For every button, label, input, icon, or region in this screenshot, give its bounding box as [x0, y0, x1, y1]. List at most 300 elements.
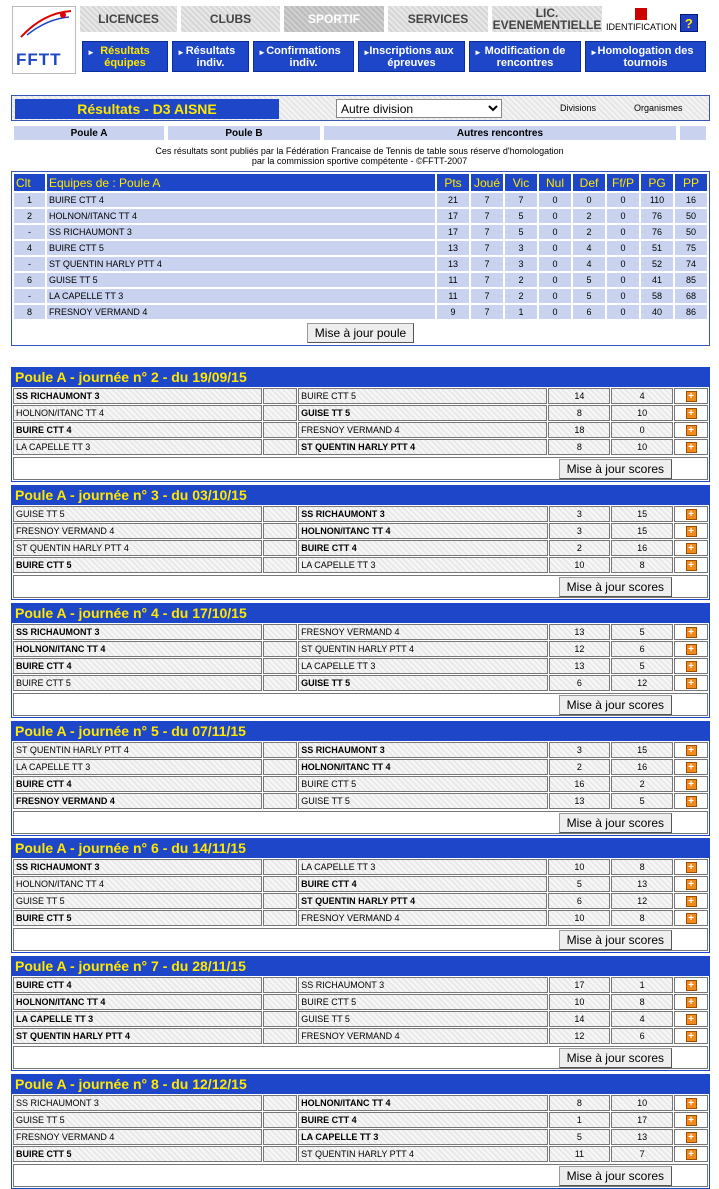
standings-cell: 0	[539, 241, 571, 255]
match-row	[13, 1011, 708, 1027]
away-score: 6	[611, 1028, 673, 1044]
identification[interactable]	[606, 6, 698, 32]
col-joue: Joué	[471, 174, 503, 191]
col-pp: PP	[675, 174, 707, 191]
match-row	[13, 776, 708, 792]
plus-icon[interactable]: +	[686, 796, 697, 807]
division-bar	[11, 95, 710, 121]
standings-cell: 1	[505, 305, 537, 319]
away-team: BUIRE CTT 4	[298, 540, 547, 556]
plus-icon[interactable]: +	[686, 644, 697, 655]
match-row	[13, 641, 708, 657]
match-details-cell	[674, 1129, 708, 1145]
away-team: FRESNOY VERMAND 4	[298, 422, 547, 438]
col-def: Def	[573, 174, 605, 191]
standings-cell: 7	[471, 209, 503, 223]
notice-line-2: par la commission sportive compétente - ©FFTT-2007	[251, 156, 468, 166]
standings-row	[14, 225, 707, 239]
match-details-cell	[674, 793, 708, 809]
away-score: 8	[611, 859, 673, 875]
standings-cell: 11	[437, 273, 469, 287]
tab-licences[interactable]: LICENCES	[80, 6, 177, 32]
plus-icon[interactable]: +	[686, 1132, 697, 1143]
away-score: 15	[611, 742, 673, 758]
match-details-cell	[674, 675, 708, 691]
update-poule-button[interactable]: Mise à jour poule	[307, 323, 414, 343]
standings-cell: 0	[539, 289, 571, 303]
away-team: HOLNON/ITANC TT 4	[298, 759, 547, 775]
spacer-cell	[263, 624, 297, 640]
away-score: 7	[611, 1146, 673, 1162]
plus-icon[interactable]: +	[686, 661, 697, 672]
match-row	[13, 540, 708, 556]
match-row	[13, 422, 708, 438]
spacer-cell	[263, 994, 297, 1010]
journee-footer	[13, 575, 708, 598]
team-name: GUISE TT 5	[47, 273, 435, 287]
plus-icon[interactable]: +	[686, 509, 697, 520]
plus-icon[interactable]: +	[686, 627, 697, 638]
standings-cell: 75	[675, 241, 707, 255]
team-name: BUIRE CTT 4	[47, 193, 435, 207]
plus-icon[interactable]: +	[686, 442, 697, 453]
update-scores-button[interactable]: Mise à jour scores	[559, 930, 672, 950]
journee-title: Poule A - journée n° 3 - du 03/10/15	[12, 486, 709, 505]
match-row	[13, 506, 708, 522]
match-row	[13, 1129, 708, 1145]
home-score: 17	[549, 977, 611, 993]
plus-icon[interactable]: +	[686, 762, 697, 773]
match-details-cell	[674, 876, 708, 892]
standings-cell: 16	[675, 193, 707, 207]
team-name: SS RICHAUMONT 3	[47, 225, 435, 239]
team-name: FRESNOY VERMAND 4	[47, 305, 435, 319]
standings-cell: 5	[505, 225, 537, 239]
away-score: 13	[611, 876, 673, 892]
journee-title: Poule A - journée n° 2 - du 19/09/15	[12, 368, 709, 387]
tab-autres-rencontres[interactable]: Autres rencontres	[324, 126, 676, 140]
update-scores-button[interactable]: Mise à jour scores	[559, 813, 672, 833]
match-row	[13, 876, 708, 892]
standings-cell: 0	[539, 273, 571, 287]
subtab-inscriptions[interactable]: ► Inscriptions aux épreuves	[358, 41, 465, 72]
help-icon[interactable]: ?	[680, 14, 698, 32]
standings-cell: 4	[573, 241, 605, 255]
away-team: GUISE TT 5	[298, 405, 547, 421]
match-row	[13, 624, 708, 640]
standings-cell: 86	[675, 305, 707, 319]
plus-icon[interactable]: +	[686, 980, 697, 991]
plus-icon[interactable]: +	[686, 1031, 697, 1042]
away-score: 5	[611, 658, 673, 674]
identification-label: IDENTIFICATION	[606, 22, 677, 32]
home-team: BUIRE CTT 4	[13, 422, 262, 438]
arrow-right-icon: ►	[590, 48, 598, 57]
journee-block	[11, 838, 710, 953]
tab-sportif[interactable]: SPORTIF	[284, 6, 384, 32]
away-team: LA CAPELLE TT 3	[298, 658, 547, 674]
away-team: HOLNON/ITANC TT 4	[298, 1095, 547, 1111]
away-score: 12	[611, 675, 673, 691]
standings-cell: 50	[675, 225, 707, 239]
home-team: GUISE TT 5	[13, 893, 262, 909]
spacer-cell	[263, 859, 297, 875]
plus-icon[interactable]: +	[686, 1014, 697, 1025]
spacer-cell	[263, 557, 297, 573]
spacer-cell	[263, 641, 297, 657]
away-score: 2	[611, 776, 673, 792]
team-name: HOLNON/ITANC TT 4	[47, 209, 435, 223]
standings-cell: 0	[573, 193, 605, 207]
home-team: BUIRE CTT 5	[13, 1146, 262, 1162]
tab-spacer	[680, 126, 706, 140]
journee-footer	[13, 1164, 708, 1187]
standings-cell: 4	[573, 257, 605, 271]
fftt-logo[interactable]	[12, 6, 76, 74]
home-team: FRESNOY VERMAND 4	[13, 523, 262, 539]
plus-icon[interactable]: +	[686, 408, 697, 419]
plus-icon[interactable]: +	[686, 745, 697, 756]
match-details-cell	[674, 523, 708, 539]
away-score: 15	[611, 523, 673, 539]
away-team: BUIRE CTT 5	[298, 776, 547, 792]
match-details-cell	[674, 977, 708, 993]
match-details-cell	[674, 658, 708, 674]
home-score: 5	[548, 876, 610, 892]
standings-row	[14, 289, 707, 303]
spacer-cell	[263, 540, 297, 556]
tab-lic-evenementielle[interactable]: LIC. EVENEMENTIELLE	[492, 6, 602, 32]
journee-block	[11, 721, 710, 836]
away-team: BUIRE CTT 5	[298, 388, 547, 404]
home-score: 10	[549, 557, 611, 573]
away-score: 5	[611, 793, 673, 809]
away-score: 5	[611, 624, 673, 640]
subtab-confirmations-indiv[interactable]: ► Confirmations indiv.	[253, 41, 354, 72]
plus-icon[interactable]: +	[686, 678, 697, 689]
standings-cell: 5	[573, 273, 605, 287]
tab-clubs[interactable]: CLUBS	[181, 6, 280, 32]
journee-block	[11, 367, 710, 482]
home-team: FRESNOY VERMAND 4	[13, 1129, 262, 1145]
col-clt: Clt	[14, 174, 45, 191]
journee-block	[11, 485, 710, 600]
match-details-cell	[674, 776, 708, 792]
update-scores-button[interactable]: Mise à jour scores	[559, 1166, 672, 1186]
spacer-cell	[263, 742, 297, 758]
home-team: SS RICHAUMONT 3	[13, 859, 262, 875]
tab-poule-a[interactable]: Poule A	[14, 126, 164, 140]
standings-row	[14, 193, 707, 207]
standings-cell: 0	[607, 225, 639, 239]
standings-header-row	[14, 174, 707, 191]
subtab-modification-rencontres[interactable]: ► Modification de rencontres	[469, 41, 581, 72]
standings-cell: 0	[607, 257, 639, 271]
spacer-cell	[263, 388, 297, 404]
update-scores-button[interactable]: Mise à jour scores	[559, 459, 672, 479]
journee-title: Poule A - journée n° 5 - du 07/11/15	[12, 722, 709, 741]
link-divisions[interactable]: Divisions	[560, 103, 597, 113]
match-row	[13, 675, 708, 691]
standings-cell: 52	[641, 257, 673, 271]
standings-cell: 3	[505, 257, 537, 271]
col-pts: Pts	[437, 174, 469, 191]
home-team: BUIRE CTT 5	[13, 557, 262, 573]
match-details-cell	[674, 439, 708, 455]
subtab-homologation-tournois[interactable]: ► Homologation des tournois	[585, 41, 706, 72]
standings-cell: 17	[437, 225, 469, 239]
standings-cell: 0	[607, 241, 639, 255]
plus-icon[interactable]: +	[686, 862, 697, 873]
plus-icon[interactable]: +	[686, 879, 697, 890]
match-details-cell	[674, 742, 708, 758]
update-scores-button[interactable]: Mise à jour scores	[559, 695, 672, 715]
away-team: ST QUENTIN HARLY PTT 4	[298, 893, 547, 909]
match-row	[13, 859, 708, 875]
standings-cell: 85	[675, 273, 707, 287]
plus-icon[interactable]: +	[686, 896, 697, 907]
link-organismes[interactable]: Organismes	[634, 103, 683, 113]
division-select[interactable]	[336, 99, 502, 118]
standings-cell: 7	[471, 273, 503, 287]
plus-icon[interactable]: +	[686, 391, 697, 402]
spacer-cell	[263, 977, 297, 993]
standings-cell: -	[14, 289, 45, 303]
standings-cell: 76	[641, 225, 673, 239]
away-team: HOLNON/ITANC TT 4	[298, 523, 547, 539]
match-row	[13, 439, 708, 455]
home-score: 1	[549, 1112, 611, 1128]
standings-cell: 6	[573, 305, 605, 319]
plus-icon[interactable]: +	[686, 1149, 697, 1160]
away-score: 10	[611, 439, 673, 455]
match-details-cell	[674, 893, 708, 909]
standings-cell: 0	[607, 209, 639, 223]
standings-cell: 0	[607, 289, 639, 303]
match-row	[13, 977, 708, 993]
match-row	[13, 405, 708, 421]
standings-row	[14, 273, 707, 287]
match-row	[13, 388, 708, 404]
plus-icon[interactable]: +	[686, 779, 697, 790]
subtab-resultats-indiv[interactable]: ► Résultats indiv.	[172, 41, 249, 72]
spacer-cell	[263, 876, 297, 892]
standings-cell: 5	[505, 209, 537, 223]
standings-cell: 3	[505, 241, 537, 255]
tab-services[interactable]: SERVICES	[388, 6, 488, 32]
team-name: LA CAPELLE TT 3	[47, 289, 435, 303]
match-row	[13, 1146, 708, 1162]
home-score: 12	[549, 641, 611, 657]
home-team: ST QUENTIN HARLY PTT 4	[13, 1028, 262, 1044]
standings-cell: 58	[641, 289, 673, 303]
spacer-cell	[263, 1146, 297, 1162]
home-team: BUIRE CTT 4	[13, 658, 262, 674]
journee-block	[11, 603, 710, 718]
away-score: 17	[611, 1112, 673, 1128]
standings-cell: 9	[437, 305, 469, 319]
plus-icon[interactable]: +	[686, 1115, 697, 1126]
col-vic: Vic	[505, 174, 537, 191]
standings-cell: 110	[641, 193, 673, 207]
away-team: BUIRE CTT 4	[298, 1112, 547, 1128]
standings-cell: 4	[14, 241, 45, 255]
away-score: 8	[611, 910, 673, 926]
away-team: FRESNOY VERMAND 4	[298, 624, 547, 640]
spacer-cell	[263, 422, 297, 438]
home-team: SS RICHAUMONT 3	[13, 624, 262, 640]
home-score: 8	[548, 439, 610, 455]
away-team: GUISE TT 5	[298, 675, 547, 691]
spacer-cell	[263, 405, 297, 421]
standings-cell: 8	[14, 305, 45, 319]
standings-cell: 5	[573, 289, 605, 303]
away-score: 15	[611, 506, 673, 522]
away-team: BUIRE CTT 5	[298, 994, 547, 1010]
home-score: 18	[548, 422, 610, 438]
away-score: 10	[611, 1095, 673, 1111]
match-details-cell	[674, 994, 708, 1010]
journee-footer	[13, 928, 708, 951]
standings-row	[14, 257, 707, 271]
away-team: FRESNOY VERMAND 4	[298, 910, 547, 926]
match-row	[13, 1112, 708, 1128]
home-score: 6	[548, 893, 610, 909]
standings-cell: 2	[14, 209, 45, 223]
tab-poule-b[interactable]: Poule B	[168, 126, 320, 140]
update-scores-button[interactable]: Mise à jour scores	[559, 577, 672, 597]
journee-block	[11, 956, 710, 1071]
standings-cell: 0	[539, 209, 571, 223]
plus-icon[interactable]: +	[686, 543, 697, 554]
home-team: HOLNON/ITANC TT 4	[13, 994, 262, 1010]
away-score: 4	[611, 388, 673, 404]
match-details-cell	[674, 759, 708, 775]
home-team: HOLNON/ITANC TT 4	[13, 641, 262, 657]
spacer-cell	[263, 910, 297, 926]
fftt-logo-graphic	[13, 7, 75, 73]
match-details-cell	[674, 540, 708, 556]
plus-icon[interactable]: +	[686, 997, 697, 1008]
home-team: FRESNOY VERMAND 4	[13, 793, 262, 809]
standings-cell: 51	[641, 241, 673, 255]
away-team: ST QUENTIN HARLY PTT 4	[298, 439, 547, 455]
top-navigation	[80, 6, 710, 34]
login-icon	[635, 8, 647, 20]
home-team: BUIRE CTT 5	[13, 675, 262, 691]
match-row	[13, 759, 708, 775]
home-score: 8	[549, 1095, 611, 1111]
home-score: 3	[549, 742, 611, 758]
journee-footer	[13, 1046, 708, 1069]
plus-icon[interactable]: +	[686, 425, 697, 436]
notice-line-1: Ces résultats sont publiés par la Fédération Francaise de Tennis de table sous réserve d'homologation	[155, 146, 564, 156]
away-team: SS RICHAUMONT 3	[298, 977, 547, 993]
away-team: GUISE TT 5	[298, 793, 547, 809]
away-score: 6	[611, 641, 673, 657]
home-team: ST QUENTIN HARLY PTT 4	[13, 540, 262, 556]
match-row	[13, 793, 708, 809]
spacer-cell	[263, 1028, 297, 1044]
spacer-cell	[263, 776, 297, 792]
match-row	[13, 557, 708, 573]
standings-cell: 7	[471, 193, 503, 207]
home-score: 13	[549, 624, 611, 640]
plus-icon[interactable]: +	[686, 1098, 697, 1109]
match-row	[13, 658, 708, 674]
match-details-cell	[674, 422, 708, 438]
arrow-right-icon: ►	[258, 48, 266, 57]
standings-cell: 50	[675, 209, 707, 223]
match-details-cell	[674, 388, 708, 404]
standings-cell: 2	[573, 209, 605, 223]
home-team: BUIRE CTT 5	[13, 910, 262, 926]
home-team: LA CAPELLE TT 3	[13, 439, 262, 455]
standings-cell: 6	[14, 273, 45, 287]
home-score: 10	[549, 994, 611, 1010]
spacer-cell	[263, 658, 297, 674]
standings-cell: 41	[641, 273, 673, 287]
journee-title: Poule A - journée n° 8 - du 12/12/15	[12, 1075, 709, 1094]
standings-cell: 0	[539, 305, 571, 319]
subtab-resultats-equipes[interactable]: ► Résultats équipes	[82, 41, 168, 72]
match-details-cell	[674, 506, 708, 522]
notice	[0, 146, 719, 166]
home-team: HOLNON/ITANC TT 4	[13, 876, 262, 892]
home-score: 8	[548, 405, 610, 421]
standings-row	[14, 305, 707, 319]
match-details-cell	[674, 910, 708, 926]
standings-table	[11, 171, 710, 346]
home-score: 11	[549, 1146, 611, 1162]
away-score: 4	[611, 1011, 673, 1027]
away-score: 16	[611, 759, 673, 775]
plus-icon[interactable]: +	[686, 560, 697, 571]
away-team: ST QUENTIN HARLY PTT 4	[298, 641, 547, 657]
away-score: 8	[611, 994, 673, 1010]
plus-icon[interactable]: +	[686, 913, 697, 924]
standings-cell: 0	[539, 257, 571, 271]
away-team: LA CAPELLE TT 3	[298, 557, 547, 573]
standings-cell: -	[14, 225, 45, 239]
standings-cell: 17	[437, 209, 469, 223]
match-details-cell	[674, 1011, 708, 1027]
arrow-right-icon: ►	[474, 48, 482, 57]
home-score: 10	[548, 859, 610, 875]
spacer-cell	[263, 523, 297, 539]
standings-cell: 68	[675, 289, 707, 303]
spacer-cell	[263, 759, 297, 775]
team-name: BUIRE CTT 5	[47, 241, 435, 255]
home-team: LA CAPELLE TT 3	[13, 1011, 262, 1027]
standings-cell: 0	[539, 225, 571, 239]
home-score: 14	[549, 1011, 611, 1027]
away-team: SS RICHAUMONT 3	[298, 506, 547, 522]
standings-cell: 2	[505, 289, 537, 303]
update-scores-button[interactable]: Mise à jour scores	[559, 1048, 672, 1068]
journee-title: Poule A - journée n° 7 - du 28/11/15	[12, 957, 709, 976]
match-row	[13, 994, 708, 1010]
standings-cell: 2	[505, 273, 537, 287]
spacer-cell	[263, 793, 297, 809]
standings-cell: 13	[437, 241, 469, 255]
plus-icon[interactable]: +	[686, 526, 697, 537]
col-pg: PG	[641, 174, 673, 191]
match-row	[13, 893, 708, 909]
match-row	[13, 523, 708, 539]
away-score: 8	[611, 557, 673, 573]
home-score: 3	[549, 506, 611, 522]
